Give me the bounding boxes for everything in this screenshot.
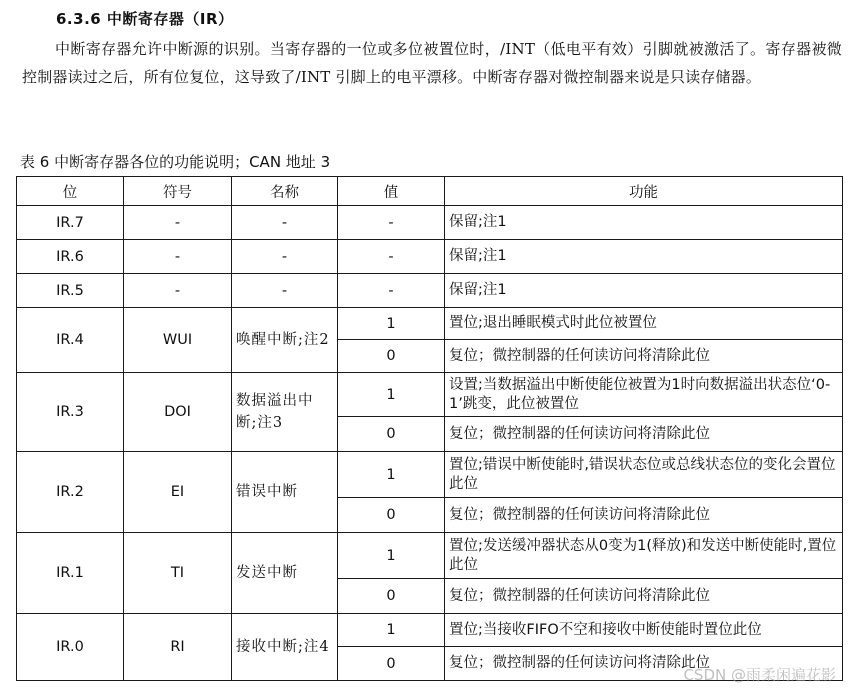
function-cell: 设置;当数据溢出中断使能位被置为1时向数据溢出状态位‘0-1’跳变，此位被置位	[445, 373, 843, 417]
value-cell: 0	[338, 498, 445, 533]
value-cell: 0	[338, 647, 445, 681]
function-cell: 保留;注1	[445, 240, 843, 274]
value-cell: 1	[338, 452, 445, 498]
value-cell: 0	[338, 417, 445, 452]
name-cell: 错误中断	[232, 452, 338, 533]
section-heading: 6.3.6 中断寄存器（IR）	[56, 10, 234, 28]
value-cell: 0	[338, 340, 445, 373]
bit-cell: IR.1	[17, 533, 124, 614]
table-row	[17, 308, 843, 340]
symbol-cell: EI	[124, 452, 232, 533]
bit-cell: IR.2	[17, 452, 124, 533]
table-row	[17, 373, 843, 417]
function-cell: 置位;退出睡眠模式时此位被置位	[445, 308, 843, 340]
symbol-cell: WUI	[124, 308, 232, 373]
symbol-cell: -	[124, 274, 232, 308]
function-cell: 置位;发送缓冲器状态从0变为1(释放)和发送中断使能时,置位此位	[445, 533, 843, 579]
value-cell: 1	[338, 308, 445, 340]
symbol-cell: RI	[124, 614, 232, 681]
value-cell: -	[338, 274, 445, 308]
table-body	[17, 206, 843, 681]
value-cell: 1	[338, 614, 445, 647]
function-cell: 复位；微控制器的任何读访问将清除此位	[445, 340, 843, 373]
name-cell: -	[232, 206, 338, 240]
table-row	[17, 206, 843, 240]
value-cell: 1	[338, 373, 445, 417]
function-cell: 保留;注1	[445, 274, 843, 308]
function-cell: 置位;当接收FIFO不空和接收中断使能时置位此位	[445, 614, 843, 647]
table-row	[17, 614, 843, 647]
value-cell: -	[338, 240, 445, 274]
name-cell: -	[232, 240, 338, 274]
function-cell: 保留;注1	[445, 206, 843, 240]
symbol-cell: -	[124, 206, 232, 240]
symbol-cell: TI	[124, 533, 232, 614]
function-cell: 复位；微控制器的任何读访问将清除此位	[445, 498, 843, 533]
table-row	[17, 533, 843, 579]
function-cell: 复位；微控制器的任何读访问将清除此位	[445, 579, 843, 614]
section-paragraph: 中断寄存器允许中断源的识别。当寄存器的一位或多位被置位时，/INT（低电平有效）引脚就被激活了。寄存器被微控制器读过之后，所有位复位，这导致了/INT 引脚上的电平漂移。中断寄存器对微控制器来说是只读存储器。	[22, 40, 842, 86]
table-row	[17, 452, 843, 498]
bit-cell: IR.6	[17, 240, 124, 274]
header-value: 值	[338, 177, 445, 206]
bit-cell: IR.4	[17, 308, 124, 373]
function-cell: 置位;错误中断使能时,错误状态位或总线状态位的变化会置位此位	[445, 452, 843, 498]
bit-cell: IR.7	[17, 206, 124, 240]
symbol-cell: -	[124, 240, 232, 274]
bit-cell: IR.3	[17, 373, 124, 452]
name-cell: -	[232, 274, 338, 308]
symbol-cell: DOI	[124, 373, 232, 452]
value-cell: -	[338, 206, 445, 240]
function-cell: 复位；微控制器的任何读访问将清除此位	[445, 417, 843, 452]
value-cell: 0	[338, 579, 445, 614]
table-header-row	[17, 177, 843, 206]
watermark: CSDN @雨柔闲遍花影	[683, 666, 836, 684]
header-bit: 位	[17, 177, 124, 206]
table-row	[17, 240, 843, 274]
header-function: 功能	[445, 177, 843, 206]
function-cell: 复位；微控制器的任何读访问将清除此位	[445, 647, 843, 681]
header-symbol: 符号	[124, 177, 232, 206]
name-cell: 接收中断;注4	[232, 614, 338, 681]
bit-cell: IR.5	[17, 274, 124, 308]
name-cell: 发送中断	[232, 533, 338, 614]
name-cell: 唤醒中断;注2	[232, 308, 338, 373]
table-row	[17, 274, 843, 308]
table-caption: 表 6 中断寄存器各位的功能说明；CAN 地址 3	[20, 153, 331, 171]
name-cell: 数据溢出中断;注3	[232, 373, 338, 452]
bit-cell: IR.0	[17, 614, 124, 681]
register-table	[16, 176, 843, 681]
header-name: 名称	[232, 177, 338, 206]
value-cell: 1	[338, 533, 445, 579]
